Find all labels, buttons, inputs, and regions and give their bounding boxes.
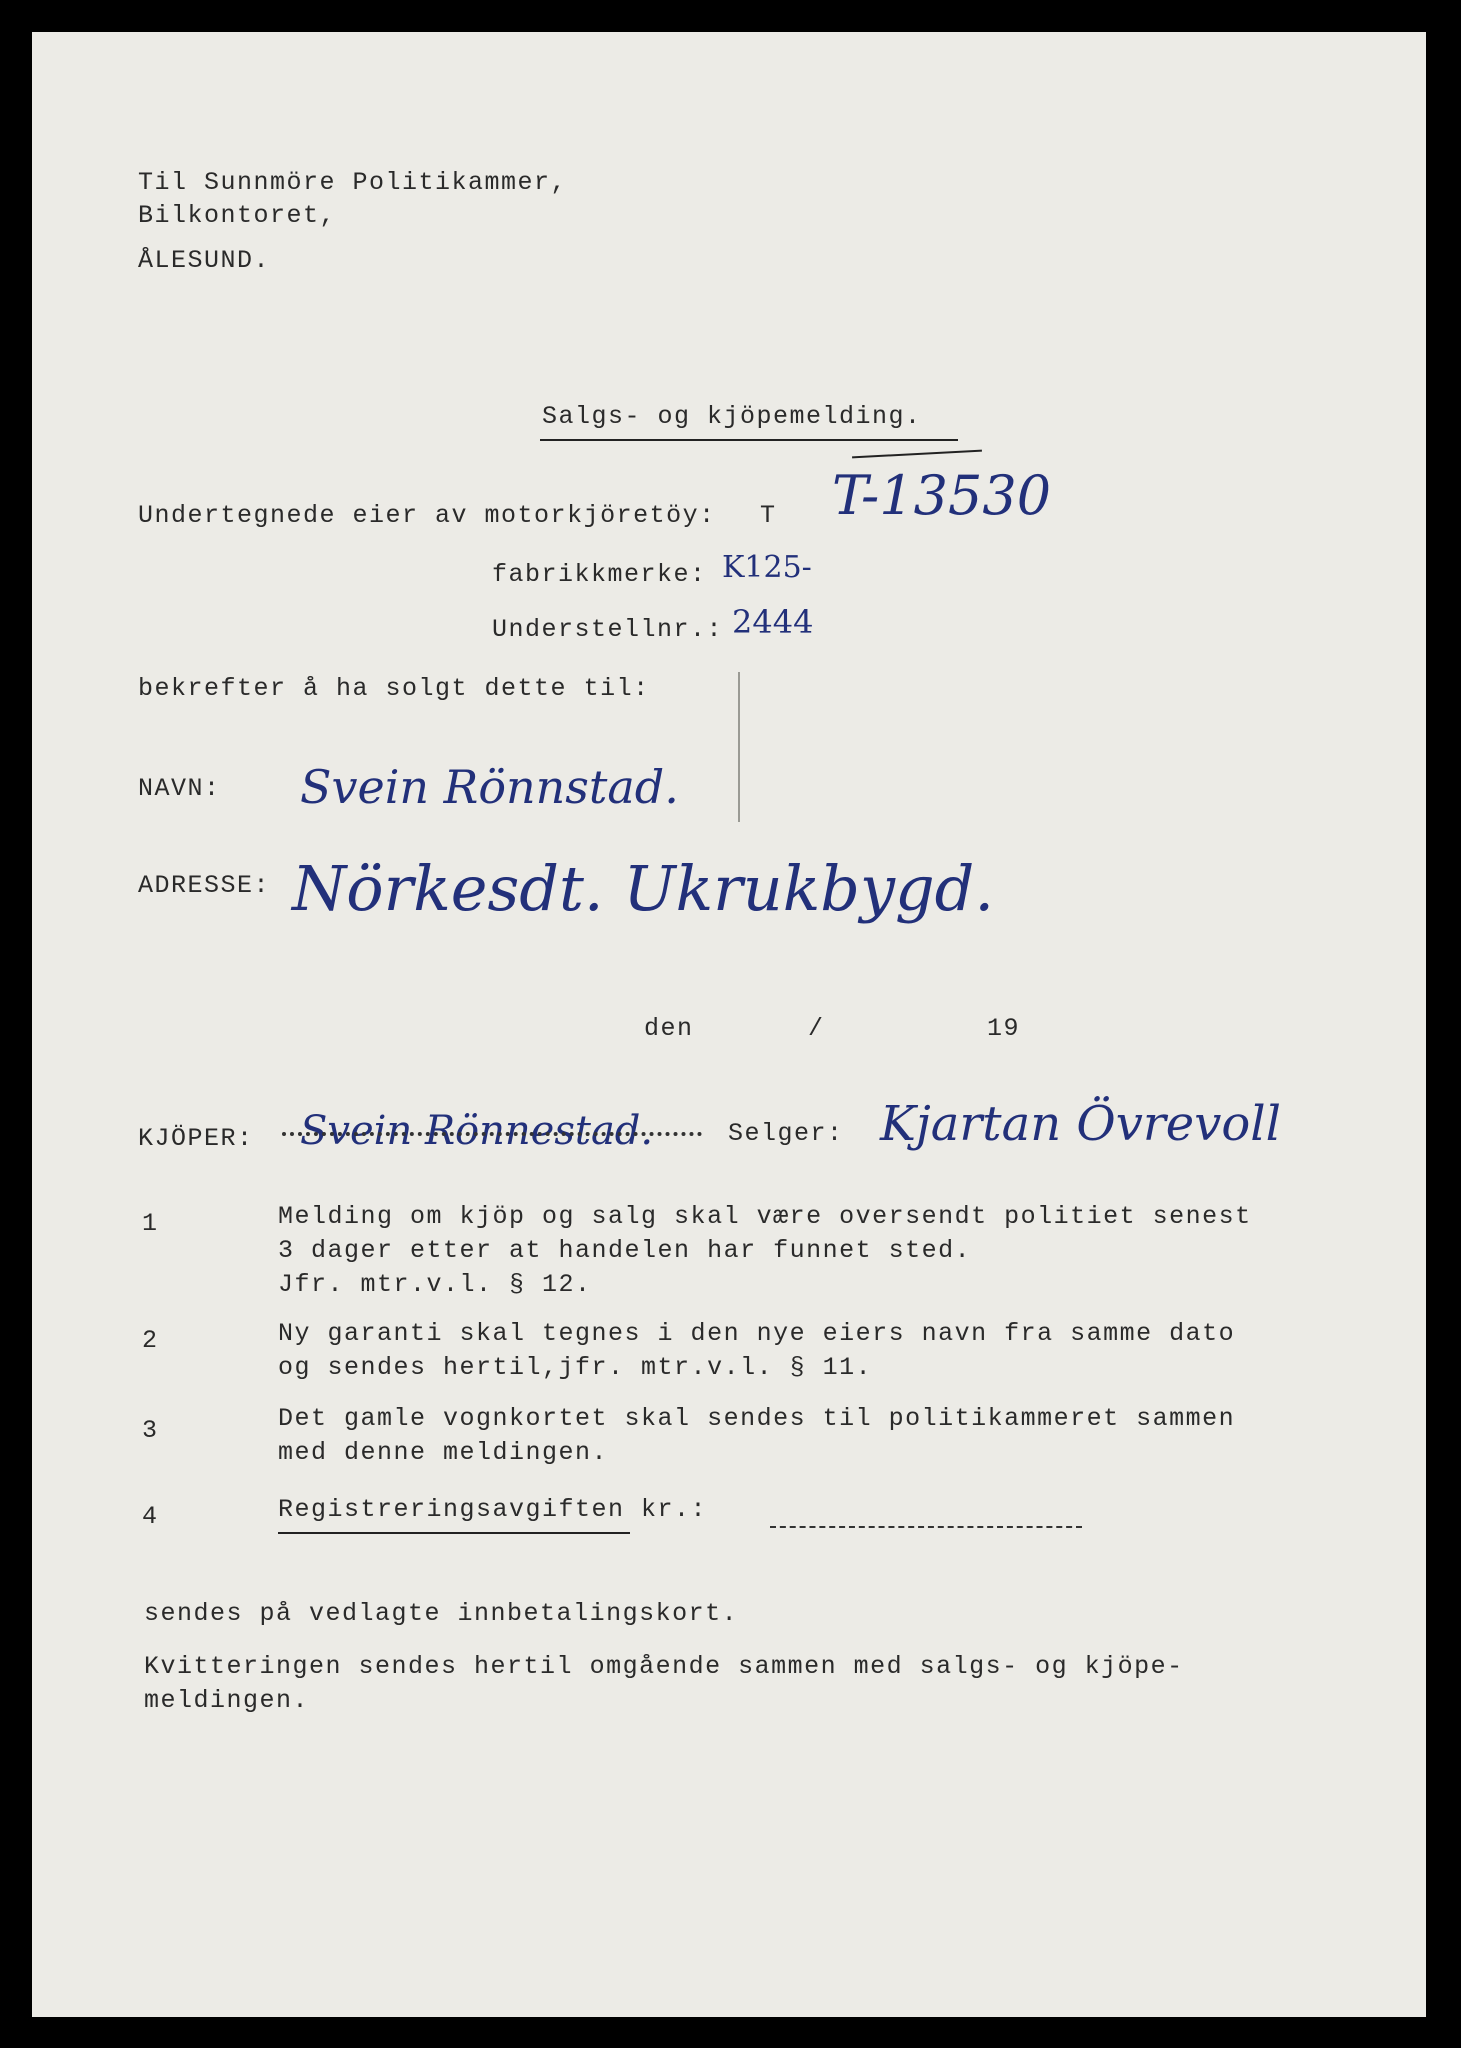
footer-line-1: sendes på vedlagte innbetalingskort. [144, 1599, 739, 1628]
fold-crease [738, 672, 740, 822]
date-den: den [644, 1014, 694, 1043]
fee-underline [278, 1532, 630, 1534]
fee-amount-line [770, 1526, 1082, 1528]
date-year: 19 [987, 1014, 1021, 1043]
note-2-line-2: og sendes hertil,jfr. mtr.v.l. § 11. [278, 1353, 873, 1382]
note-1-line-3: Jfr. mtr.v.l. § 12. [278, 1270, 592, 1299]
note-1-line-2: 3 dager etter at handelen har funnet sted. [278, 1236, 972, 1265]
reg-prefix: T [760, 501, 777, 530]
recipient-line-1: Til Sunnmöre Politikammer, [138, 168, 568, 197]
make-label: fabrikkmerke: [492, 560, 707, 589]
note-4-line-1: Registreringsavgiften kr.: [278, 1495, 708, 1524]
title-underline [540, 439, 958, 441]
note-3-line-2: med denne meldingen. [278, 1438, 609, 1467]
footer-line-3: meldingen. [144, 1686, 310, 1715]
name-label: NAVN: [138, 774, 221, 803]
document-title: Salgs- og kjöpemelding. [542, 402, 922, 431]
name-value: Svein Rönnstad. [300, 760, 679, 814]
note-1-line-1: Melding om kjöp og salg skal være oversendt politiet senest [278, 1202, 1252, 1231]
make-value: K125- [722, 550, 812, 585]
buyer-signature: Svein Rönnestad. [300, 1108, 654, 1154]
note-1-number: 1 [142, 1209, 159, 1238]
seller-label: Selger: [728, 1119, 844, 1148]
buyer-label: KJÖPER: [138, 1124, 254, 1153]
address-value: Nörkesdt. Ukrukbygd. [292, 852, 995, 925]
reg-number-handwritten: T-13530 [832, 464, 1052, 527]
note-3-number: 3 [142, 1416, 159, 1445]
note-2-line-1: Ny garanti skal tegnes i den nye eiers navn fra samme dato [278, 1319, 1236, 1348]
reg-stroke [852, 450, 982, 459]
note-4-number: 4 [142, 1502, 159, 1531]
address-label: ADRESSE: [138, 871, 271, 900]
owner-label: Undertegnede eier av motorkjöretöy: [138, 501, 716, 530]
footer-line-2: Kvitteringen sendes hertil omgående sammen med salgs- og kjöpe- [144, 1652, 1184, 1681]
chassis-value: 2444 [732, 603, 814, 641]
recipient-line-2: Bilkontoret, [138, 201, 337, 230]
confirm-sold-text: bekrefter å ha solgt dette til: [138, 674, 650, 703]
chassis-label: Understellnr.: [492, 615, 724, 644]
buyer-signature-line [282, 1132, 702, 1136]
seller-signature: Kjartan Övrevoll [880, 1096, 1281, 1152]
document-page [32, 32, 1426, 2017]
note-3-line-1: Det gamle vognkortet skal sendes til politikammeret sammen [278, 1404, 1236, 1433]
date-slash: / [808, 1014, 825, 1043]
note-2-number: 2 [142, 1326, 159, 1355]
recipient-line-3: ÅLESUND. [138, 246, 271, 275]
